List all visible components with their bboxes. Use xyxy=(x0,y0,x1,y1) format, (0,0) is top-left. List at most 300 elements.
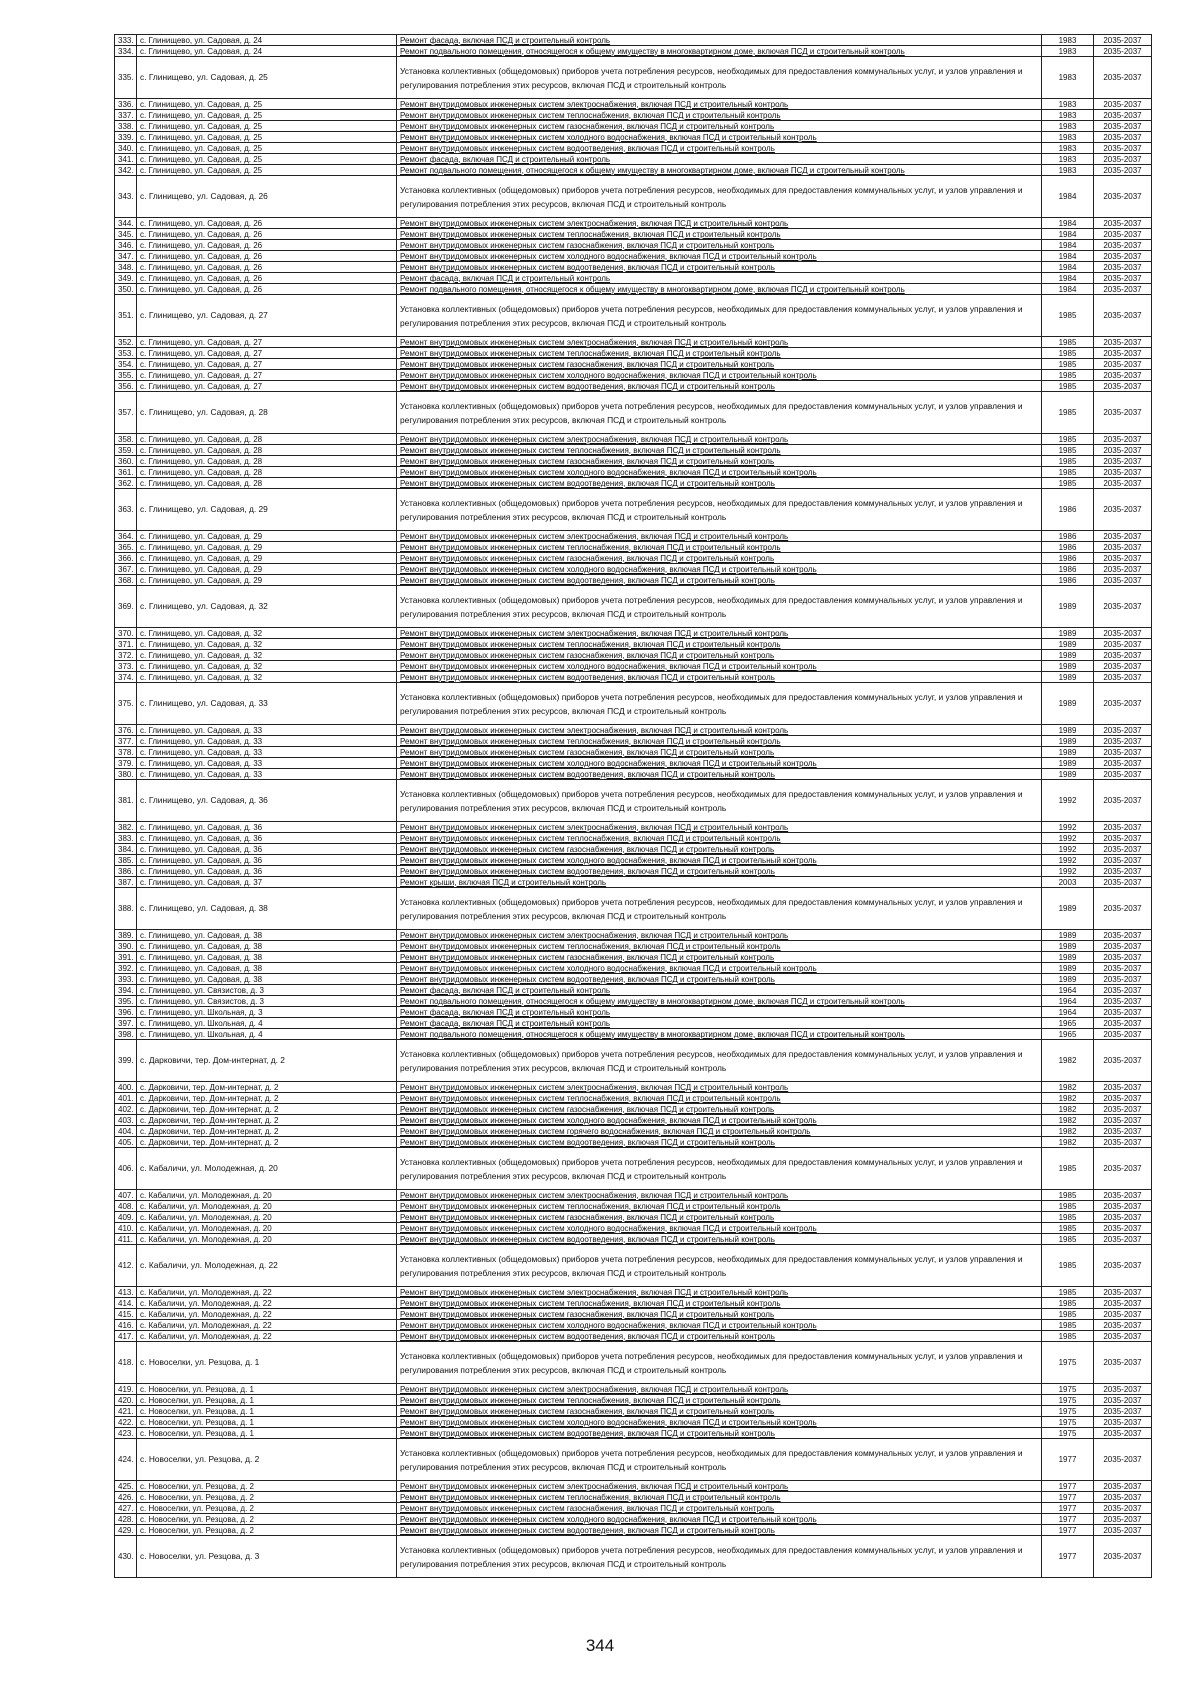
table-row xyxy=(115,143,1152,154)
year-cell: 1985 xyxy=(1042,1201,1094,1212)
year-cell: 1989 xyxy=(1042,888,1094,930)
address-cell: с. Глинищево, ул. Садовая, д. 24 xyxy=(137,35,397,46)
address-cell: с. Глинищево, ул. Садовая, д. 28 xyxy=(137,467,397,478)
year-cell: 1989 xyxy=(1042,952,1094,963)
row-number: 401. xyxy=(115,1093,137,1104)
address-cell: с. Глинищево, ул. Садовая, д. 26 xyxy=(137,284,397,295)
row-number: 426. xyxy=(115,1492,137,1503)
table-row xyxy=(115,1018,1152,1029)
row-number: 380. xyxy=(115,769,137,780)
period-cell: 2035-2037 xyxy=(1094,434,1152,445)
row-number: 335. xyxy=(115,57,137,99)
address-cell: с. Глинищево, ул. Садовая, д. 27 xyxy=(137,295,397,337)
table-row xyxy=(115,218,1152,229)
year-cell: 1977 xyxy=(1042,1503,1094,1514)
address-cell: с. Глинищево, ул. Садовая, д. 32 xyxy=(137,586,397,628)
table-row xyxy=(115,370,1152,381)
period-cell: 2035-2037 xyxy=(1094,1320,1152,1331)
year-cell: 1989 xyxy=(1042,974,1094,985)
period-cell: 2035-2037 xyxy=(1094,1439,1152,1481)
work-type-cell: Установка коллективных (общедомовых) приборов учета потребления ресурсов, необходимых для предоставления коммунальных услуг, и узлов управления и регулирования потребления этих ресурсов, включая ПСД и строительный контроль xyxy=(397,392,1042,434)
table-row xyxy=(115,456,1152,467)
row-number: 361. xyxy=(115,467,137,478)
row-number: 386. xyxy=(115,866,137,877)
period-cell: 2035-2037 xyxy=(1094,833,1152,844)
table-row xyxy=(115,121,1152,132)
work-type-cell: Ремонт внутридомовых инженерных систем теплоснабжения, включая ПСД и строительный контроль xyxy=(397,639,1042,650)
address-cell: с. Глинищево, ул. Садовая, д. 27 xyxy=(137,359,397,370)
period-cell: 2035-2037 xyxy=(1094,974,1152,985)
year-cell: 1989 xyxy=(1042,650,1094,661)
work-type-cell: Ремонт внутридомовых инженерных систем водоотведения, включая ПСД и строительный контроль xyxy=(397,1525,1042,1536)
table-row xyxy=(115,348,1152,359)
work-type-cell: Установка коллективных (общедомовых) приборов учета потребления ресурсов, необходимых для предоставления коммунальных услуг, и узлов управления и регулирования потребления этих ресурсов, включая ПСД и строительный контроль xyxy=(397,683,1042,725)
row-number: 422. xyxy=(115,1417,137,1428)
row-number: 363. xyxy=(115,489,137,531)
address-cell: с. Глинищево, ул. Садовая, д. 25 xyxy=(137,110,397,121)
year-cell: 1964 xyxy=(1042,996,1094,1007)
work-type-cell: Ремонт внутридомовых инженерных систем электроснабжения, включая ПСД и строительный контроль xyxy=(397,1190,1042,1201)
year-cell: 1985 xyxy=(1042,434,1094,445)
work-type-cell: Ремонт внутридомовых инженерных систем газоснабжения, включая ПСД и строительный контроль xyxy=(397,747,1042,758)
year-cell: 1984 xyxy=(1042,284,1094,295)
work-type-cell: Ремонт внутридомовых инженерных систем теплоснабжения, включая ПСД и строительный контроль xyxy=(397,542,1042,553)
period-cell: 2035-2037 xyxy=(1094,1481,1152,1492)
work-type-cell: Ремонт внутридомовых инженерных систем холодного водоснабжения, включая ПСД и строительный контроль xyxy=(397,1514,1042,1525)
work-type-cell: Ремонт фасада, включая ПСД и строительный контроль xyxy=(397,35,1042,46)
year-cell: 1965 xyxy=(1042,1018,1094,1029)
row-number: 365. xyxy=(115,542,137,553)
table-row xyxy=(115,284,1152,295)
row-number: 389. xyxy=(115,930,137,941)
table-row xyxy=(115,553,1152,564)
period-cell: 2035-2037 xyxy=(1094,392,1152,434)
table-row xyxy=(115,985,1152,996)
address-cell: с. Кабаличи, ул. Молодежная, д. 20 xyxy=(137,1234,397,1245)
period-cell: 2035-2037 xyxy=(1094,1093,1152,1104)
table-row xyxy=(115,337,1152,348)
address-cell: с. Глинищево, ул. Садовая, д. 37 xyxy=(137,877,397,888)
row-number: 420. xyxy=(115,1395,137,1406)
year-cell: 1992 xyxy=(1042,844,1094,855)
year-cell: 1989 xyxy=(1042,683,1094,725)
work-type-cell: Ремонт внутридомовых инженерных систем холодного водоснабжения, включая ПСД и строительный контроль xyxy=(397,1115,1042,1126)
work-type-cell: Ремонт внутридомовых инженерных систем водоотведения, включая ПСД и строительный контроль xyxy=(397,262,1042,273)
address-cell: с. Глинищево, ул. Садовая, д. 38 xyxy=(137,952,397,963)
period-cell: 2035-2037 xyxy=(1094,1331,1152,1342)
table-row xyxy=(115,110,1152,121)
table-row xyxy=(115,229,1152,240)
row-number: 360. xyxy=(115,456,137,467)
work-type-cell: Ремонт внутридомовых инженерных систем электроснабжения, включая ПСД и строительный контроль xyxy=(397,1384,1042,1395)
work-type-cell: Установка коллективных (общедомовых) приборов учета потребления ресурсов, необходимых для предоставления коммунальных услуг, и узлов управления и регулирования потребления этих ресурсов, включая ПСД и строительный контроль xyxy=(397,489,1042,531)
table-row xyxy=(115,564,1152,575)
table-row xyxy=(115,99,1152,110)
year-cell: 1975 xyxy=(1042,1384,1094,1395)
row-number: 345. xyxy=(115,229,137,240)
table-row xyxy=(115,154,1152,165)
row-number: 356. xyxy=(115,381,137,392)
period-cell: 2035-2037 xyxy=(1094,1148,1152,1190)
work-type-cell: Ремонт внутридомовых инженерных систем теплоснабжения, включая ПСД и строительный контроль xyxy=(397,1395,1042,1406)
table-row xyxy=(115,650,1152,661)
address-cell: с. Глинищево, ул. Садовая, д. 27 xyxy=(137,348,397,359)
address-cell: с. Глинищево, ул. Садовая, д. 33 xyxy=(137,736,397,747)
period-cell: 2035-2037 xyxy=(1094,284,1152,295)
address-cell: с. Глинищево, ул. Связистов, д. 3 xyxy=(137,985,397,996)
year-cell: 1964 xyxy=(1042,1007,1094,1018)
table-row xyxy=(115,1439,1152,1481)
year-cell: 1977 xyxy=(1042,1514,1094,1525)
period-cell: 2035-2037 xyxy=(1094,176,1152,218)
period-cell: 2035-2037 xyxy=(1094,132,1152,143)
work-type-cell: Ремонт внутридомовых инженерных систем водоотведения, включая ПСД и строительный контроль xyxy=(397,1331,1042,1342)
work-type-cell: Ремонт внутридомовых инженерных систем холодного водоснабжения, включая ПСД и строительный контроль xyxy=(397,564,1042,575)
row-number: 374. xyxy=(115,672,137,683)
year-cell: 1985 xyxy=(1042,467,1094,478)
address-cell: с. Глинищево, ул. Садовая, д. 29 xyxy=(137,564,397,575)
period-cell: 2035-2037 xyxy=(1094,110,1152,121)
work-type-cell: Ремонт внутридомовых инженерных систем теплоснабжения, включая ПСД и строительный контроль xyxy=(397,348,1042,359)
period-cell: 2035-2037 xyxy=(1094,143,1152,154)
work-type-cell: Ремонт внутридомовых инженерных систем газоснабжения, включая ПСД и строительный контроль xyxy=(397,844,1042,855)
period-cell: 2035-2037 xyxy=(1094,295,1152,337)
work-type-cell: Ремонт внутридомовых инженерных систем газоснабжения, включая ПСД и строительный контроль xyxy=(397,952,1042,963)
year-cell: 2003 xyxy=(1042,877,1094,888)
period-cell: 2035-2037 xyxy=(1094,35,1152,46)
work-type-cell: Ремонт внутридомовых инженерных систем водоотведения, включая ПСД и строительный контроль xyxy=(397,143,1042,154)
year-cell: 1989 xyxy=(1042,758,1094,769)
row-number: 336. xyxy=(115,99,137,110)
table-row xyxy=(115,434,1152,445)
year-cell: 1989 xyxy=(1042,930,1094,941)
year-cell: 1983 xyxy=(1042,57,1094,99)
row-number: 340. xyxy=(115,143,137,154)
period-cell: 2035-2037 xyxy=(1094,456,1152,467)
row-number: 368. xyxy=(115,575,137,586)
period-cell: 2035-2037 xyxy=(1094,489,1152,531)
work-type-cell: Ремонт внутридомовых инженерных систем газоснабжения, включая ПСД и строительный контроль xyxy=(397,1309,1042,1320)
table-row xyxy=(115,1082,1152,1093)
address-cell: с. Глинищево, ул. Садовая, д. 26 xyxy=(137,262,397,273)
table-row xyxy=(115,1417,1152,1428)
work-type-cell: Ремонт внутридомовых инженерных систем водоотведения, включая ПСД и строительный контроль xyxy=(397,575,1042,586)
row-number: 396. xyxy=(115,1007,137,1018)
year-cell: 1986 xyxy=(1042,564,1094,575)
work-type-cell: Ремонт внутридомовых инженерных систем водоотведения, включая ПСД и строительный контроль xyxy=(397,1137,1042,1148)
year-cell: 1992 xyxy=(1042,822,1094,833)
row-number: 413. xyxy=(115,1287,137,1298)
row-number: 384. xyxy=(115,844,137,855)
work-type-cell: Ремонт подвального помещения, относящегося к общему имуществу в многоквартирном доме, включая ПСД и строительный контроль xyxy=(397,284,1042,295)
table-row xyxy=(115,758,1152,769)
work-type-cell: Ремонт фасада, включая ПСД и строительный контроль xyxy=(397,1018,1042,1029)
row-number: 387. xyxy=(115,877,137,888)
table-row xyxy=(115,822,1152,833)
year-cell: 1989 xyxy=(1042,672,1094,683)
work-type-cell: Ремонт подвального помещения, относящегося к общему имуществу в многоквартирном доме, включая ПСД и строительный контроль xyxy=(397,46,1042,57)
row-number: 369. xyxy=(115,586,137,628)
work-type-cell: Установка коллективных (общедомовых) приборов учета потребления ресурсов, необходимых для предоставления коммунальных услуг, и узлов управления и регулирования потребления этих ресурсов, включая ПСД и строительный контроль xyxy=(397,586,1042,628)
row-number: 402. xyxy=(115,1104,137,1115)
year-cell: 1977 xyxy=(1042,1439,1094,1481)
table-row xyxy=(115,628,1152,639)
table-row xyxy=(115,176,1152,218)
period-cell: 2035-2037 xyxy=(1094,844,1152,855)
address-cell: с. Новоселки, ул. Резцова, д. 2 xyxy=(137,1503,397,1514)
year-cell: 1989 xyxy=(1042,941,1094,952)
address-cell: с. Глинищево, ул. Садовая, д. 25 xyxy=(137,154,397,165)
address-cell: с. Новоселки, ул. Резцова, д. 2 xyxy=(137,1525,397,1536)
work-type-cell: Ремонт внутридомовых инженерных систем теплоснабжения, включая ПСД и строительный контроль xyxy=(397,1093,1042,1104)
year-cell: 1977 xyxy=(1042,1492,1094,1503)
row-number: 342. xyxy=(115,165,137,176)
period-cell: 2035-2037 xyxy=(1094,1298,1152,1309)
period-cell: 2035-2037 xyxy=(1094,251,1152,262)
table-row xyxy=(115,769,1152,780)
period-cell: 2035-2037 xyxy=(1094,273,1152,284)
work-type-cell: Ремонт внутридомовых инженерных систем теплоснабжения, включая ПСД и строительный контроль xyxy=(397,833,1042,844)
work-type-cell: Ремонт внутридомовых инженерных систем газоснабжения, включая ПСД и строительный контроль xyxy=(397,1503,1042,1514)
address-cell: с. Глинищево, ул. Садовая, д. 26 xyxy=(137,273,397,284)
row-number: 354. xyxy=(115,359,137,370)
row-number: 382. xyxy=(115,822,137,833)
row-number: 393. xyxy=(115,974,137,985)
row-number: 333. xyxy=(115,35,137,46)
period-cell: 2035-2037 xyxy=(1094,1126,1152,1137)
work-type-cell: Ремонт внутридомовых инженерных систем холодного водоснабжения, включая ПСД и строительный контроль xyxy=(397,1223,1042,1234)
row-number: 405. xyxy=(115,1137,137,1148)
period-cell: 2035-2037 xyxy=(1094,941,1152,952)
period-cell: 2035-2037 xyxy=(1094,1104,1152,1115)
table-row xyxy=(115,736,1152,747)
year-cell: 1992 xyxy=(1042,833,1094,844)
table-row xyxy=(115,531,1152,542)
row-number: 419. xyxy=(115,1384,137,1395)
row-number: 379. xyxy=(115,758,137,769)
table-row xyxy=(115,747,1152,758)
table-row xyxy=(115,295,1152,337)
year-cell: 1985 xyxy=(1042,1320,1094,1331)
period-cell: 2035-2037 xyxy=(1094,758,1152,769)
table-row xyxy=(115,1309,1152,1320)
period-cell: 2035-2037 xyxy=(1094,1007,1152,1018)
year-cell: 1983 xyxy=(1042,35,1094,46)
work-type-cell: Ремонт внутридомовых инженерных систем холодного водоснабжения, включая ПСД и строительный контроль xyxy=(397,370,1042,381)
period-cell: 2035-2037 xyxy=(1094,337,1152,348)
table-row xyxy=(115,1223,1152,1234)
address-cell: с. Глинищево, ул. Садовая, д. 26 xyxy=(137,251,397,262)
address-cell: с. Новоселки, ул. Резцова, д. 1 xyxy=(137,1395,397,1406)
table-row xyxy=(115,855,1152,866)
table-row xyxy=(115,251,1152,262)
work-type-cell: Ремонт внутридомовых инженерных систем электроснабжения, включая ПСД и строительный контроль xyxy=(397,1481,1042,1492)
year-cell: 1986 xyxy=(1042,542,1094,553)
period-cell: 2035-2037 xyxy=(1094,99,1152,110)
address-cell: с. Глинищево, ул. Садовая, д. 25 xyxy=(137,132,397,143)
work-type-cell: Ремонт внутридомовых инженерных систем электроснабжения, включая ПСД и строительный контроль xyxy=(397,930,1042,941)
period-cell: 2035-2037 xyxy=(1094,1342,1152,1384)
work-type-cell: Ремонт внутридомовых инженерных систем водоотведения, включая ПСД и строительный контроль xyxy=(397,381,1042,392)
row-number: 429. xyxy=(115,1525,137,1536)
page-number: 344 xyxy=(585,1636,615,1655)
year-cell: 1985 xyxy=(1042,1309,1094,1320)
address-cell: с. Новоселки, ул. Резцова, д. 2 xyxy=(137,1492,397,1503)
row-number: 334. xyxy=(115,46,137,57)
year-cell: 1985 xyxy=(1042,1331,1094,1342)
address-cell: с. Глинищево, ул. Садовая, д. 38 xyxy=(137,941,397,952)
table-row xyxy=(115,165,1152,176)
period-cell: 2035-2037 xyxy=(1094,575,1152,586)
work-type-cell: Ремонт внутридомовых инженерных систем электроснабжения, включая ПСД и строительный контроль xyxy=(397,99,1042,110)
address-cell: с. Дарковичи, тер. Дом-интернат, д. 2 xyxy=(137,1137,397,1148)
year-cell: 1992 xyxy=(1042,780,1094,822)
period-cell: 2035-2037 xyxy=(1094,1040,1152,1082)
work-type-cell: Ремонт внутридомовых инженерных систем холодного водоснабжения, включая ПСД и строительный контроль xyxy=(397,132,1042,143)
address-cell: с. Дарковичи, тер. Дом-интернат, д. 2 xyxy=(137,1040,397,1082)
work-type-cell: Ремонт внутридомовых инженерных систем газоснабжения, включая ПСД и строительный контроль xyxy=(397,1212,1042,1223)
work-type-cell: Ремонт фасада, включая ПСД и строительный контроль xyxy=(397,985,1042,996)
year-cell: 1983 xyxy=(1042,143,1094,154)
address-cell: с. Новоселки, ул. Резцова, д. 3 xyxy=(137,1536,397,1578)
row-number: 343. xyxy=(115,176,137,218)
year-cell: 1985 xyxy=(1042,1298,1094,1309)
address-cell: с. Новоселки, ул. Резцова, д. 2 xyxy=(137,1439,397,1481)
work-type-cell: Ремонт внутридомовых инженерных систем газоснабжения, включая ПСД и строительный контроль xyxy=(397,240,1042,251)
period-cell: 2035-2037 xyxy=(1094,1406,1152,1417)
address-cell: с. Дарковичи, тер. Дом-интернат, д. 2 xyxy=(137,1082,397,1093)
period-cell: 2035-2037 xyxy=(1094,1309,1152,1320)
year-cell: 1985 xyxy=(1042,456,1094,467)
year-cell: 1982 xyxy=(1042,1137,1094,1148)
table-row xyxy=(115,1190,1152,1201)
period-cell: 2035-2037 xyxy=(1094,1234,1152,1245)
year-cell: 1989 xyxy=(1042,586,1094,628)
period-cell: 2035-2037 xyxy=(1094,564,1152,575)
row-number: 370. xyxy=(115,628,137,639)
period-cell: 2035-2037 xyxy=(1094,672,1152,683)
address-cell: с. Глинищево, ул. Садовая, д. 25 xyxy=(137,99,397,110)
row-number: 430. xyxy=(115,1536,137,1578)
year-cell: 1983 xyxy=(1042,46,1094,57)
row-number: 394. xyxy=(115,985,137,996)
work-type-cell: Ремонт внутридомовых инженерных систем холодного водоснабжения, включая ПСД и строительный контроль xyxy=(397,963,1042,974)
work-type-cell: Ремонт внутридомовых инженерных систем теплоснабжения, включая ПСД и строительный контроль xyxy=(397,229,1042,240)
year-cell: 1986 xyxy=(1042,575,1094,586)
row-number: 376. xyxy=(115,725,137,736)
table-row xyxy=(115,575,1152,586)
year-cell: 1984 xyxy=(1042,240,1094,251)
row-number: 392. xyxy=(115,963,137,974)
address-cell: с. Глинищево, ул. Садовая, д. 29 xyxy=(137,489,397,531)
row-number: 385. xyxy=(115,855,137,866)
work-type-cell: Ремонт внутридомовых инженерных систем электроснабжения, включая ПСД и строительный контроль xyxy=(397,1287,1042,1298)
row-number: 375. xyxy=(115,683,137,725)
work-type-cell: Ремонт внутридомовых инженерных систем водоотведения, включая ПСД и строительный контроль xyxy=(397,1428,1042,1439)
table-row xyxy=(115,963,1152,974)
table-row xyxy=(115,240,1152,251)
address-cell: с. Кабаличи, ул. Молодежная, д. 20 xyxy=(137,1201,397,1212)
period-cell: 2035-2037 xyxy=(1094,1514,1152,1525)
year-cell: 1983 xyxy=(1042,110,1094,121)
period-cell: 2035-2037 xyxy=(1094,963,1152,974)
table-row xyxy=(115,381,1152,392)
period-cell: 2035-2037 xyxy=(1094,628,1152,639)
year-cell: 1989 xyxy=(1042,769,1094,780)
year-cell: 1975 xyxy=(1042,1428,1094,1439)
year-cell: 1982 xyxy=(1042,1104,1094,1115)
work-type-cell: Ремонт внутридомовых инженерных систем электроснабжения, включая ПСД и строительный контроль xyxy=(397,531,1042,542)
work-type-cell: Ремонт внутридомовых инженерных систем теплоснабжения, включая ПСД и строительный контроль xyxy=(397,1492,1042,1503)
address-cell: с. Глинищево, ул. Садовая, д. 29 xyxy=(137,553,397,564)
period-cell: 2035-2037 xyxy=(1094,1287,1152,1298)
work-type-cell: Ремонт внутридомовых инженерных систем теплоснабжения, включая ПСД и строительный контроль xyxy=(397,1201,1042,1212)
year-cell: 1989 xyxy=(1042,628,1094,639)
period-cell: 2035-2037 xyxy=(1094,952,1152,963)
work-type-cell: Ремонт внутридомовых инженерных систем электроснабжения, включая ПСД и строительный контроль xyxy=(397,725,1042,736)
row-number: 408. xyxy=(115,1201,137,1212)
year-cell: 1975 xyxy=(1042,1406,1094,1417)
year-cell: 1975 xyxy=(1042,1342,1094,1384)
address-cell: с. Глинищево, ул. Садовая, д. 32 xyxy=(137,628,397,639)
year-cell: 1985 xyxy=(1042,1223,1094,1234)
work-type-cell: Установка коллективных (общедомовых) приборов учета потребления ресурсов, необходимых для предоставления коммунальных услуг, и узлов управления и регулирования потребления этих ресурсов, включая ПСД и строительный контроль xyxy=(397,1536,1042,1578)
work-type-cell: Ремонт внутридомовых инженерных систем электроснабжения, включая ПСД и строительный контроль xyxy=(397,628,1042,639)
address-cell: с. Глинищево, ул. Связистов, д. 3 xyxy=(137,996,397,1007)
period-cell: 2035-2037 xyxy=(1094,1029,1152,1040)
address-cell: с. Глинищево, ул. Садовая, д. 36 xyxy=(137,822,397,833)
row-number: 357. xyxy=(115,392,137,434)
work-type-cell: Ремонт внутридомовых инженерных систем горячего водоснабжения, включая ПСД и строительный контроль xyxy=(397,1126,1042,1137)
period-cell: 2035-2037 xyxy=(1094,57,1152,99)
row-number: 352. xyxy=(115,337,137,348)
year-cell: 1983 xyxy=(1042,132,1094,143)
work-type-cell: Ремонт фасада, включая ПСД и строительный контроль xyxy=(397,1007,1042,1018)
year-cell: 1984 xyxy=(1042,176,1094,218)
address-cell: с. Глинищево, ул. Садовая, д. 26 xyxy=(137,218,397,229)
period-cell: 2035-2037 xyxy=(1094,229,1152,240)
year-cell: 1985 xyxy=(1042,370,1094,381)
address-cell: с. Глинищево, ул. Садовая, д. 24 xyxy=(137,46,397,57)
row-number: 409. xyxy=(115,1212,137,1223)
year-cell: 1982 xyxy=(1042,1082,1094,1093)
period-cell: 2035-2037 xyxy=(1094,780,1152,822)
year-cell: 1985 xyxy=(1042,1148,1094,1190)
work-type-cell: Ремонт подвального помещения, относящегося к общему имуществу в многоквартирном доме, включая ПСД и строительный контроль xyxy=(397,1029,1042,1040)
table-row xyxy=(115,1104,1152,1115)
address-cell: с. Кабаличи, ул. Молодежная, д. 20 xyxy=(137,1212,397,1223)
table-row xyxy=(115,996,1152,1007)
table-row xyxy=(115,683,1152,725)
work-type-cell: Установка коллективных (общедомовых) приборов учета потребления ресурсов, необходимых для предоставления коммунальных услуг, и узлов управления и регулирования потребления этих ресурсов, включая ПСД и строительный контроль xyxy=(397,888,1042,930)
year-cell: 1985 xyxy=(1042,381,1094,392)
work-type-cell: Ремонт внутридомовых инженерных систем электроснабжения, включая ПСД и строительный контроль xyxy=(397,822,1042,833)
period-cell: 2035-2037 xyxy=(1094,639,1152,650)
period-cell: 2035-2037 xyxy=(1094,747,1152,758)
period-cell: 2035-2037 xyxy=(1094,877,1152,888)
row-number: 383. xyxy=(115,833,137,844)
period-cell: 2035-2037 xyxy=(1094,165,1152,176)
address-cell: с. Глинищево, ул. Садовая, д. 36 xyxy=(137,844,397,855)
year-cell: 1984 xyxy=(1042,229,1094,240)
table-row xyxy=(115,1093,1152,1104)
table-row xyxy=(115,725,1152,736)
work-type-cell: Ремонт внутридомовых инженерных систем газоснабжения, включая ПСД и строительный контроль xyxy=(397,1406,1042,1417)
address-cell: с. Глинищево, ул. Садовая, д. 26 xyxy=(137,240,397,251)
address-cell: с. Дарковичи, тер. Дом-интернат, д. 2 xyxy=(137,1093,397,1104)
program-table xyxy=(114,34,1152,1578)
row-number: 403. xyxy=(115,1115,137,1126)
